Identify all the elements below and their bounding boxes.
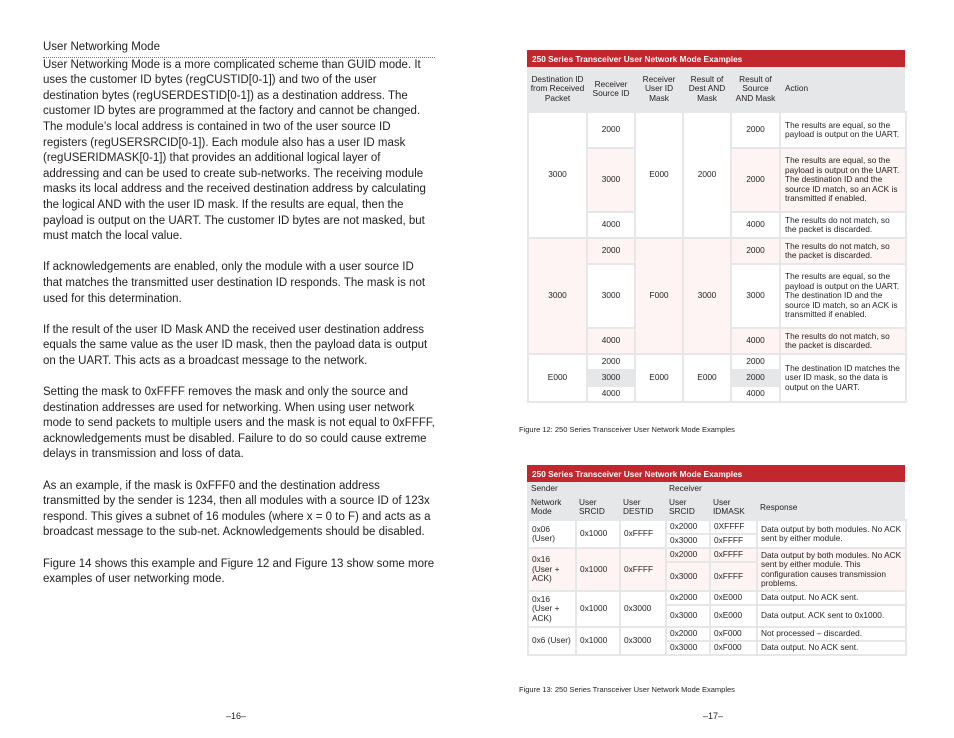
cell-mask: E000	[635, 354, 683, 402]
cell-source-id: 4000	[587, 212, 635, 238]
cell-receiver-srcid: 0x3000	[666, 605, 710, 627]
header-sender-srcid: User SRCID	[579, 497, 605, 517]
table-1-grid	[527, 67, 907, 403]
cell-dest-and: 2000	[683, 112, 731, 238]
cell-source-id: 3000	[587, 264, 635, 328]
cell-response: Data output. ACK sent to 0x1000.	[757, 605, 906, 627]
cell-response: Not processed – discarded.	[757, 627, 906, 641]
cell-action: The results are equal, so the payload is output on the UART. The destination ID and the source ID match, so an ACK is transmitted if enabled.	[780, 148, 906, 212]
network-mode-table-1	[527, 50, 905, 403]
table-row	[528, 591, 906, 605]
cell-receiver-idmask: 0xF000	[710, 627, 757, 641]
table-row	[528, 354, 906, 370]
cell-mask: F000	[635, 238, 683, 354]
cell-sender-destid: 0xFFFF	[620, 548, 666, 591]
network-mode-table-2	[527, 465, 905, 656]
cell-dest-id: E000	[528, 354, 587, 402]
cell-response: Data output by both modules. No ACK sent by either module. This configuration causes transmission problems.	[757, 548, 906, 591]
table-row	[528, 548, 906, 562]
table-row	[528, 520, 906, 534]
cell-action: The results do not match, so the packet is discarded.	[780, 328, 906, 354]
header-network-mode: Network Mode	[531, 497, 562, 517]
cell-source-id: 2000	[587, 238, 635, 264]
cell-action: The results do not match, so the packet is discarded.	[780, 238, 906, 264]
header-receiver-srcid: User SRCID	[669, 497, 695, 517]
cell-mask: E000	[635, 112, 683, 238]
paragraph-example: As an example, if the mask is 0xFFF0 and the destination address transmitted by the sender is 1234, then all modules with a source ID of 123x respond. This gives a subnet of 16 modules (where x = 0 to F) and acts as a broadcast message to the sub-net. Acknowledgements should be disabled.	[43, 479, 431, 539]
header-sender-destid: User DESTID	[623, 497, 654, 517]
cell-source-and: 2000	[731, 238, 780, 264]
header-response: Response	[760, 501, 798, 512]
cell-sender-srcid: 0x1000	[576, 548, 620, 591]
cell-receiver-srcid: 0x3000	[666, 562, 710, 591]
cell-source-and: 4000	[731, 328, 780, 354]
header-receiver: Receiver	[669, 483, 702, 493]
cell-receiver-idmask: 0xE000	[710, 591, 757, 605]
cell-network-mode: 0x06 (User)	[528, 520, 576, 548]
cell-source-and: 2000	[731, 354, 780, 370]
paragraph-user-networking: User Networking Mode is a more complicated scheme than GUID mode. It uses the customer ID bytes (regCUSTID[0-1]) and two of the user destination bytes (regUSERDESTID[0-1]) as a destination address. The customer ID bytes are programmed at the factory and cannot be changed. The module’s local address is contained in two of the user source ID registers (regUSERSRCID[0-1]). Each module also has a user ID mask (regUSERIDMASK[0-1]) that provides an additional logical layer of addressing and can be used to create sub-networks. The receiving module masks its local address and the received destination address by calculating the logical AND with the user ID mask. If the results are equal, then the payload is output on the UART. The customer ID bytes are not masked, but must match the local value.	[43, 58, 426, 243]
cell-action: The results do not match, so the packet is discarded.	[780, 212, 906, 238]
table-row	[528, 238, 906, 264]
cell-sender-srcid: 0x1000	[576, 627, 620, 655]
cell-action: The destination ID matches the user ID mask, so the data is output on the UART.	[780, 354, 906, 402]
cell-receiver-srcid: 0x2000	[666, 591, 710, 605]
page-number-right: –17–	[703, 711, 724, 721]
cell-dest-and: 3000	[683, 238, 731, 354]
table-row	[528, 627, 906, 641]
cell-source-id: 4000	[587, 328, 635, 354]
cell-receiver-srcid: 0x3000	[666, 641, 710, 655]
cell-source-id: 4000	[587, 386, 635, 402]
header-receiver-idmask: User IDMASK	[713, 497, 745, 517]
cell-response: Data output. No ACK sent.	[757, 641, 906, 655]
cell-source-and: 4000	[731, 212, 780, 238]
cell-receiver-idmask: 0xFFFF	[710, 562, 757, 591]
cell-source-id: 3000	[587, 370, 635, 386]
cell-receiver-srcid: 0x2000	[666, 627, 710, 641]
header-sender: Sender	[531, 483, 558, 493]
cell-source-and: 4000	[731, 386, 780, 402]
cell-action: The results are equal, so the payload is output on the UART.	[780, 112, 906, 148]
table-2-group-header-row	[528, 482, 906, 496]
paragraph-acknowledgements: If acknowledgements are enabled, only the module with a user source ID that matches the transmitted user destination ID responds. The mask is not used for this determination.	[43, 261, 426, 305]
header-receiver-source-id: Receiver Source ID	[592, 78, 630, 98]
section-heading: User Networking Mode	[43, 40, 435, 58]
cell-response: Data output by both modules. No ACK sent by either module.	[757, 520, 906, 548]
cell-source-and: 2000	[731, 148, 780, 212]
cell-source-and: 3000	[731, 264, 780, 328]
header-receiver-user-id-mask: Receiver User ID Mask	[642, 73, 676, 103]
cell-network-mode: 0x6 (User)	[528, 627, 576, 655]
cell-sender-destid: 0xFFFF	[620, 520, 666, 548]
header-result-dest-and-mask: Result of Dest AND Mask	[688, 73, 726, 103]
cell-source-id: 3000	[587, 148, 635, 212]
cell-receiver-idmask: 0xFFFF	[710, 534, 757, 548]
cell-receiver-idmask: 0xE000	[710, 605, 757, 627]
paragraph-mask-and: If the result of the user ID Mask AND the received user destination address equals the same value as the user ID mask, then the payload data is output on the UART. This acts as a broadcast message to the network.	[43, 323, 428, 367]
cell-response: Data output. No ACK sent.	[757, 591, 906, 605]
figure-12-caption: Figure 12: 250 Series Transceiver User Network Mode Examples	[519, 425, 735, 434]
header-destination-id: Destination ID from Received Packet	[530, 73, 585, 103]
cell-network-mode: 0x16 (User + ACK)	[528, 591, 576, 627]
cell-receiver-srcid: 0x2000	[666, 548, 710, 562]
cell-dest-id: 3000	[528, 238, 587, 354]
header-action: Action	[785, 83, 809, 94]
cell-dest-and: E000	[683, 354, 731, 402]
cell-source-and: 2000	[731, 112, 780, 148]
cell-dest-id: 3000	[528, 112, 587, 238]
table-1-header-row	[528, 67, 906, 112]
cell-receiver-srcid: 0x3000	[666, 534, 710, 548]
header-result-source-and-mask: Result of Source AND Mask	[735, 73, 776, 103]
cell-action: The results are equal, so the payload is output on the UART. The destination ID and the source ID match, so an ACK is transmitted if enabled.	[780, 264, 906, 328]
cell-source-and: 2000	[731, 370, 780, 386]
cell-receiver-idmask: 0xFFFF	[710, 548, 757, 562]
table-2-title: 250 Series Transceiver User Network Mode Examples	[527, 465, 905, 482]
paragraph-mask-ffff: Setting the mask to 0xFFFF removes the mask and only the source and destination addresses are used for networking. When using user network mode to send packets to multiple users and the mask is not equal to 0xFFFF, acknowledgements must be disabled. Failure to do so could cause extreme delays in transmission and loss of data.	[43, 386, 435, 461]
figure-13-caption: Figure 13: 250 Series Transceiver User Network Mode Examples	[519, 685, 735, 694]
cell-sender-srcid: 0x1000	[576, 520, 620, 548]
cell-source-id: 2000	[587, 112, 635, 148]
cell-sender-srcid: 0x1000	[576, 591, 620, 627]
cell-network-mode: 0x16 (User + ACK)	[528, 548, 576, 591]
page-number-left: –16–	[226, 711, 247, 721]
table-2-header-row	[528, 496, 906, 520]
left-page-text	[43, 40, 435, 603]
paragraph-figure-reference: Figure 14 shows this example and Figure 12 and Figure 13 show some more examples of user networking mode.	[43, 557, 435, 586]
cell-receiver-idmask: 0XFFFF	[710, 520, 757, 534]
cell-receiver-srcid: 0x2000	[666, 520, 710, 534]
cell-sender-destid: 0x3000	[620, 591, 666, 627]
table-2-grid	[527, 482, 907, 656]
cell-sender-destid: 0x3000	[620, 627, 666, 655]
table-1-title: 250 Series Transceiver User Network Mode Examples	[527, 50, 905, 67]
cell-receiver-idmask: 0xF000	[710, 641, 757, 655]
table-row	[528, 112, 906, 148]
cell-source-id: 2000	[587, 354, 635, 370]
